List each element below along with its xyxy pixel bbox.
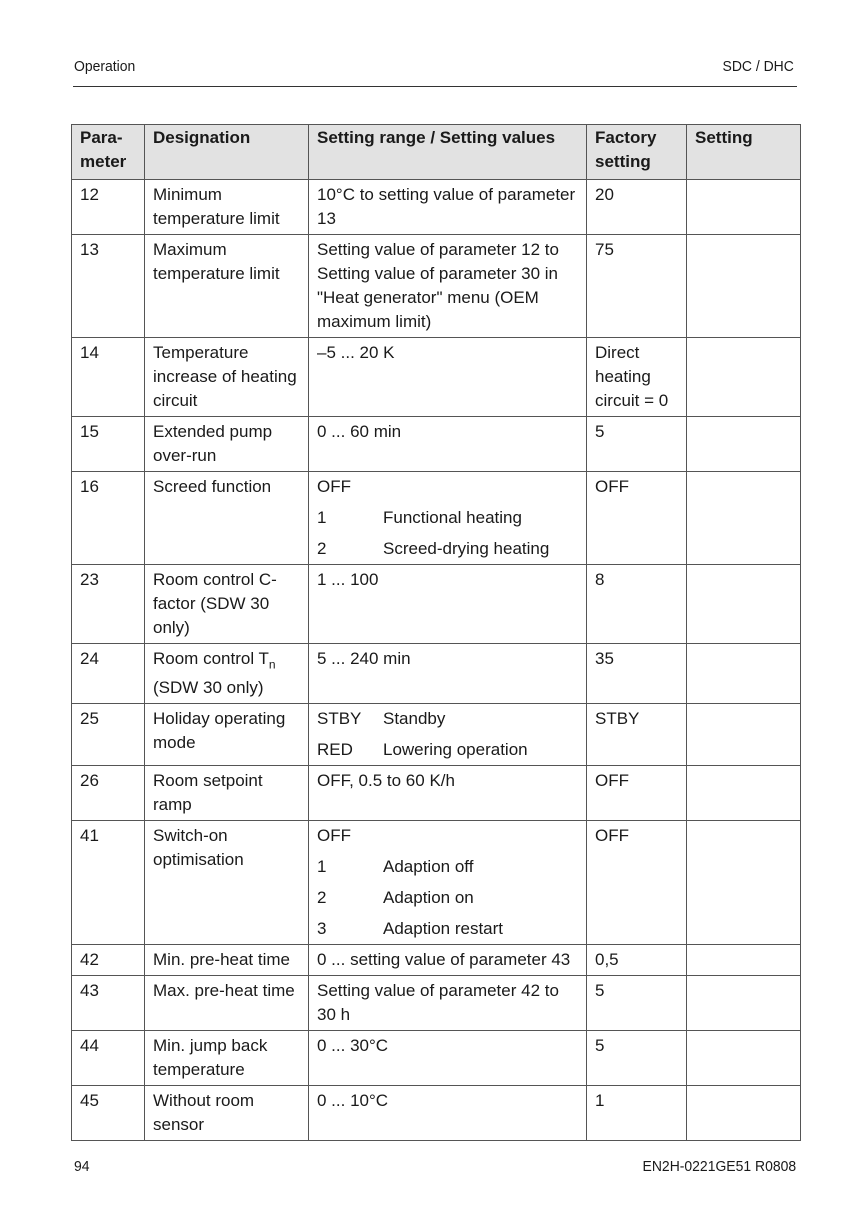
range-text: 0 ... 30°C	[317, 1036, 389, 1056]
setting-range-cell	[309, 1086, 587, 1141]
table-row	[72, 338, 801, 417]
page-number: 94	[74, 1158, 90, 1175]
setting-option	[317, 707, 579, 731]
option-code: OFF	[317, 826, 351, 846]
setting-range-cell	[309, 766, 587, 821]
setting-range-cell	[309, 417, 587, 472]
table-row	[72, 704, 801, 766]
user-setting-cell	[687, 766, 801, 821]
parameter-table	[71, 124, 801, 1141]
option-code: RED	[317, 740, 353, 760]
col-header-parameter: Para- meter	[72, 125, 145, 180]
factory-setting-cell: 5	[587, 976, 687, 1031]
designation-cell: Maximum temperature limit	[145, 235, 309, 338]
table-row	[72, 472, 801, 565]
user-setting-cell	[687, 338, 801, 417]
option-code: 1	[317, 508, 327, 527]
designation-cell: Extended pump over-run	[145, 417, 309, 472]
user-setting-cell	[687, 235, 801, 338]
setting-option	[317, 855, 579, 879]
factory-setting-cell: 20	[587, 180, 687, 235]
user-setting-cell	[687, 565, 801, 644]
table-row	[72, 945, 801, 976]
designation-cell: Minimum temperature limit	[145, 180, 309, 235]
user-setting-cell	[687, 644, 801, 704]
table-row	[72, 417, 801, 472]
range-text: –5 ... 20 K	[317, 343, 395, 362]
table-row	[72, 565, 801, 644]
option-label: Adaption restart	[383, 919, 504, 939]
param-number: 12	[72, 180, 145, 235]
designation-cell: Room setpoint ramp	[145, 766, 309, 821]
option-code: 1	[317, 857, 327, 877]
table-header-row	[72, 125, 801, 180]
factory-setting-cell: 5	[587, 1031, 687, 1086]
designation-cell: Min. jump back temperature	[145, 1031, 309, 1086]
param-number: 43	[72, 976, 145, 1031]
option-label: Standby	[383, 709, 446, 729]
setting-range-cell	[309, 976, 587, 1031]
option-label: Functional heating	[383, 508, 522, 527]
option-label: Screed-drying heating	[383, 539, 550, 558]
param-number: 42	[72, 945, 145, 976]
param-number: 14	[72, 338, 145, 417]
option-code: OFF	[317, 477, 351, 496]
setting-range-cell	[309, 945, 587, 976]
designation-cell: Without room sensor	[145, 1086, 309, 1141]
setting-option	[317, 738, 579, 762]
page-header	[74, 56, 794, 80]
range-text: Setting value of parameter 42 to 30 h	[317, 981, 559, 1025]
factory-setting-cell: 8	[587, 565, 687, 644]
user-setting-cell	[687, 1031, 801, 1086]
option-label: Adaption off	[383, 857, 474, 877]
table-row	[72, 180, 801, 235]
designation-cell: Room control $T_n$ (SDW 30 only)	[145, 644, 309, 704]
setting-range-cell	[309, 565, 587, 644]
setting-range-cell	[309, 644, 587, 704]
range-text: Setting value of parameter 12 to Setting value of parameter 30 in "Heat generator" menu (OEM maximum limit)	[317, 240, 559, 331]
option-label: Lowering operation	[383, 740, 528, 760]
option-code: 3	[317, 919, 327, 939]
param-number: 15	[72, 417, 145, 472]
designation-cell: Room control C-factor (SDW 30 only)	[145, 565, 309, 644]
range-text: 5 ... 240 min	[317, 649, 411, 668]
document-id: EN2H-0221GE51 R0808	[642, 1158, 796, 1175]
range-text: 0 ... setting value of parameter 43	[317, 950, 571, 970]
user-setting-cell	[687, 180, 801, 235]
factory-setting-cell: Direct heating circuit = 0	[587, 338, 687, 417]
header-divider	[73, 86, 797, 87]
designation-cell: Min. pre-heat time	[145, 945, 309, 976]
param-number: 41	[72, 821, 145, 945]
setting-option	[317, 824, 579, 848]
setting-range-cell	[309, 704, 587, 766]
param-number: 45	[72, 1086, 145, 1141]
setting-option	[317, 537, 579, 561]
table-row	[72, 766, 801, 821]
setting-range-cell	[309, 180, 587, 235]
designation-cell: Switch-on optimisation	[145, 821, 309, 945]
table-row	[72, 1031, 801, 1086]
option-code: 2	[317, 888, 327, 908]
factory-setting-cell: OFF	[587, 821, 687, 945]
option-label: Adaption on	[383, 888, 474, 908]
user-setting-cell	[687, 417, 801, 472]
table-row	[72, 235, 801, 338]
factory-setting-cell: 0,5	[587, 945, 687, 976]
setting-option	[317, 917, 579, 941]
user-setting-cell	[687, 945, 801, 976]
setting-option	[317, 475, 579, 499]
setting-range-cell	[309, 821, 587, 945]
user-setting-cell	[687, 976, 801, 1031]
setting-option	[317, 886, 579, 910]
range-text: 0 ... 60 min	[317, 422, 402, 441]
designation-cell: Holiday operating mode	[145, 704, 309, 766]
option-code: 2	[317, 539, 327, 558]
factory-setting-cell: OFF	[587, 472, 687, 565]
option-code: STBY	[317, 709, 362, 729]
designation-cell: Max. pre-heat time	[145, 976, 309, 1031]
setting-range-cell	[309, 338, 587, 417]
param-number: 13	[72, 235, 145, 338]
param-number: 16	[72, 472, 145, 565]
setting-range-cell	[309, 1031, 587, 1086]
section-title: Operation	[74, 58, 136, 75]
table-row	[72, 1086, 801, 1141]
table-row	[72, 821, 801, 945]
setting-range-cell	[309, 235, 587, 338]
product-name: SDC / DHC	[722, 58, 794, 75]
param-number: 24	[72, 644, 145, 704]
col-header-factory: Factory setting	[587, 125, 687, 180]
param-number: 25	[72, 704, 145, 766]
col-header-range: Setting range / Setting values	[309, 125, 587, 180]
user-setting-cell	[687, 821, 801, 945]
factory-setting-cell: 5	[587, 417, 687, 472]
designation-cell: Screed function	[145, 472, 309, 565]
setting-option	[317, 506, 579, 530]
setting-range-cell	[309, 472, 587, 565]
user-setting-cell	[687, 472, 801, 565]
range-text: 1 ... 100	[317, 570, 379, 589]
user-setting-cell	[687, 1086, 801, 1141]
param-number: 44	[72, 1031, 145, 1086]
factory-setting-cell: STBY	[587, 704, 687, 766]
table-row	[72, 644, 801, 704]
table-row	[72, 976, 801, 1031]
factory-setting-cell: OFF	[587, 766, 687, 821]
col-header-designation: Designation	[145, 125, 309, 180]
col-header-setting: Setting	[687, 125, 801, 180]
user-setting-cell	[687, 704, 801, 766]
factory-setting-cell: 75	[587, 235, 687, 338]
factory-setting-cell: 1	[587, 1086, 687, 1141]
designation-cell: Temperature increase of heating circuit	[145, 338, 309, 417]
range-text: 0 ... 10°C	[317, 1091, 389, 1111]
param-number: 23	[72, 565, 145, 644]
range-text: 10°C to setting value of parameter 13	[317, 185, 576, 228]
factory-setting-cell: 35	[587, 644, 687, 704]
range-text: OFF, 0.5 to 60 K/h	[317, 771, 455, 791]
param-number: 26	[72, 766, 145, 821]
